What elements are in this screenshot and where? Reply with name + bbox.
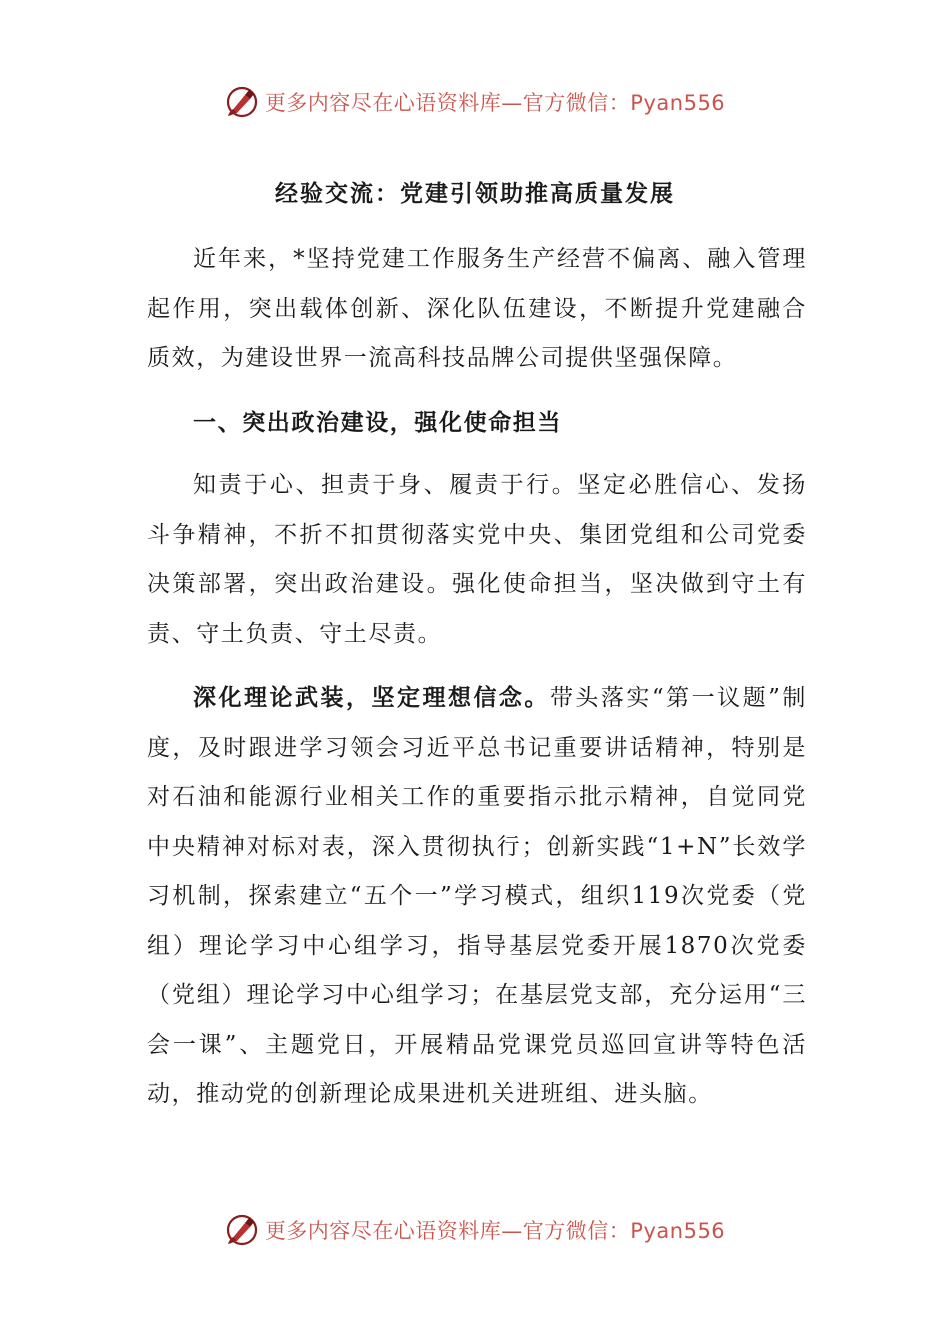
header-banner xyxy=(0,82,950,122)
banner-text: 更多内容尽在心语资料库—官方微信：Pyan556 xyxy=(264,1219,726,1243)
subsection-paragraph xyxy=(147,673,807,1120)
subsection-body: 带头落实“第一议题”制度，及时跟进学习领会习近平总书记重要讲话精神，特别是对石油和能源行业相关工作的重要指示批示精神，自觉同党中央精神对标对表，深入贯彻执行；创新实践“1+N”长效学习机制，探索建立“五个一”学习模式，组织119次党委（党组）理论学习中心组学习，指导基层党委开展1870次党委（党组）理论学习中心组学习；在基层党支部，充分运用“三会一课”、主题党日，开展精品党课党员巡回宣讲等特色活动，推动党的创新理论成果进机关进班组、进头脑。 xyxy=(147,685,807,1107)
section-heading: 一、突出政治建设，强化使命担当 xyxy=(193,408,562,436)
section-paragraph: 知责于心、担责于身、履责于行。坚定必胜信心、发扬斗争精神，不折不扣贯彻落实党中央、集团党组和公司党委决策部署，突出政治建设。强化使命担当，坚决做到守土有责、守土负责、守土尽责。 xyxy=(147,472,807,647)
footer-banner xyxy=(0,1210,950,1250)
page-title: 经验交流：党建引领助推高质量发展 xyxy=(275,180,675,207)
banner-text: 更多内容尽在心语资料库—官方微信：Pyan556 xyxy=(264,91,726,115)
document-body xyxy=(147,235,807,1120)
intro-paragraph: 近年来，*坚持党建工作服务生产经营不偏离、融入管理起作用，突出载体创新、深化队伍建设，不断提升党建融合质效，为建设世界一流高科技品牌公司提供坚强保障。 xyxy=(147,246,807,371)
pen-nib-logo-icon xyxy=(225,85,259,119)
subsection-lead: 深化理论武装，坚定理想信念。 xyxy=(193,684,550,711)
pen-nib-logo-icon xyxy=(225,1213,259,1247)
